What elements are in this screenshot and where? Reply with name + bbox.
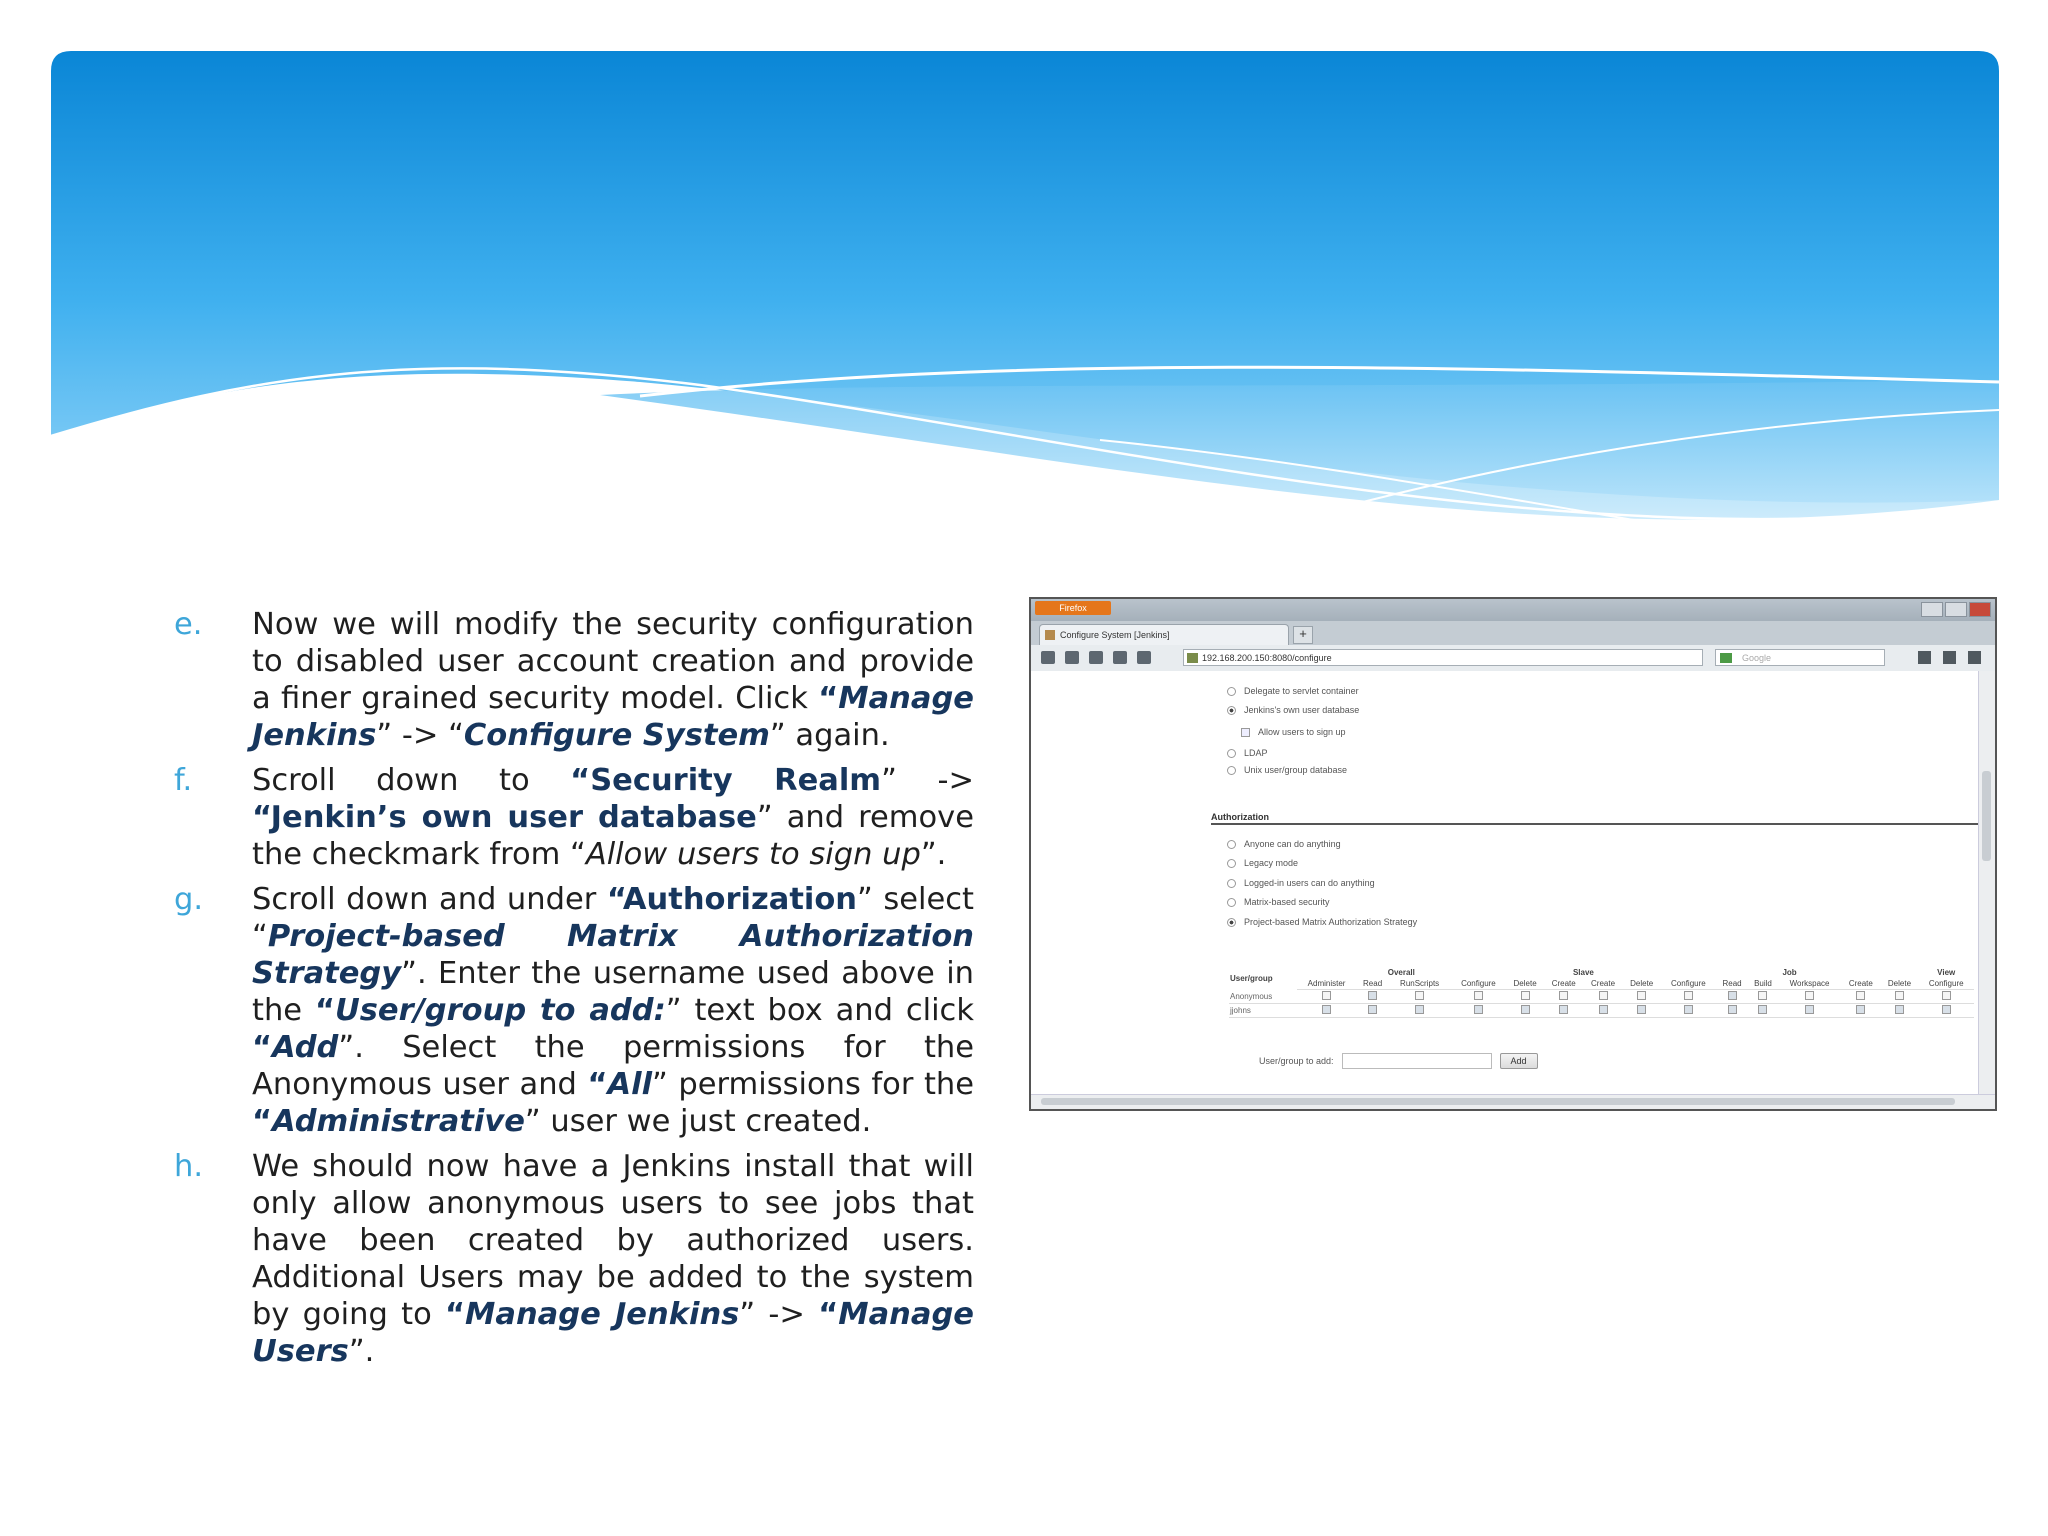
google-search-icon — [1720, 653, 1732, 663]
text-run: ”. — [348, 1334, 375, 1369]
list-item — [174, 881, 974, 1140]
search-box[interactable] — [1715, 649, 1885, 666]
permission-checkbox[interactable] — [1474, 1005, 1483, 1014]
permission-checkbox[interactable] — [1599, 1005, 1608, 1014]
permission-column-header: Create — [1544, 978, 1583, 990]
text-run: Administrative — [272, 1104, 525, 1139]
tab-configure-system[interactable] — [1039, 624, 1289, 645]
jenkins-configure-screenshot — [1029, 597, 1997, 1111]
table-row — [1229, 990, 1974, 1004]
permission-column-header: Workspace — [1778, 978, 1841, 990]
security-option[interactable] — [1227, 705, 1359, 715]
list-item-letter: f. — [174, 763, 193, 798]
permission-group-header: View — [1937, 968, 1956, 977]
security-option[interactable] — [1227, 765, 1347, 775]
text-run: Add — [272, 1030, 339, 1065]
permission-column-header: Read — [1716, 978, 1748, 990]
permission-checkbox[interactable] — [1895, 1005, 1904, 1014]
horizontal-scrollbar[interactable] — [1031, 1094, 1995, 1109]
checkbox-icon[interactable] — [1241, 728, 1250, 737]
list-item-text — [252, 881, 974, 1140]
tools-icon[interactable] — [1137, 651, 1151, 664]
permission-checkbox[interactable] — [1684, 1005, 1693, 1014]
permission-checkbox[interactable] — [1856, 991, 1865, 1000]
permission-matrix — [1229, 967, 1974, 1018]
matrix-user-name: jjohns — [1229, 1004, 1297, 1018]
list-item-text — [252, 762, 974, 873]
permission-column-header: Configure — [1451, 978, 1506, 990]
security-option[interactable] — [1227, 686, 1359, 696]
text-run: Manage Users — [252, 1297, 974, 1369]
permission-column-header: Configure — [1918, 978, 1974, 990]
text-run: ” permissions for the — [652, 1067, 974, 1102]
text-run: ” -> “ — [376, 718, 464, 753]
text-run: “Jenkin’s own user database — [252, 800, 757, 835]
firefox-menu-button[interactable]: Firefox — [1035, 601, 1111, 615]
add-button[interactable]: Add — [1500, 1053, 1538, 1069]
permission-checkbox[interactable] — [1805, 991, 1814, 1000]
maximize-icon[interactable] — [1945, 602, 1967, 617]
window-controls — [1921, 602, 1991, 617]
forward-icon[interactable] — [1065, 651, 1079, 664]
permission-checkbox[interactable] — [1728, 991, 1737, 1000]
permission-column-header: Create — [1841, 978, 1880, 990]
text-run: “ — [444, 1297, 466, 1332]
security-option-label: Allow users to sign up — [1258, 727, 1346, 737]
search-go-icon[interactable] — [1918, 651, 1931, 664]
security-option-label: Jenkins's own user database — [1244, 705, 1360, 715]
permission-checkbox[interactable] — [1415, 991, 1424, 1000]
authorization-option[interactable] — [1227, 839, 1341, 849]
permission-checkbox[interactable] — [1637, 1005, 1646, 1014]
permission-column-header: Configure — [1661, 978, 1716, 990]
authorization-option[interactable] — [1227, 878, 1375, 888]
authorization-option-label: Matrix-based security — [1244, 897, 1330, 907]
text-run: Manage Jenkins — [252, 681, 974, 753]
text-run: Project-based Matrix Authorization Strategy — [252, 919, 974, 991]
permission-checkbox[interactable] — [1599, 991, 1608, 1000]
permission-checkbox[interactable] — [1368, 991, 1377, 1000]
permission-column-header: Delete — [1881, 978, 1919, 990]
new-tab-button[interactable]: + — [1293, 626, 1313, 644]
user-group-to-add-input[interactable] — [1342, 1053, 1492, 1069]
instruction-list — [174, 606, 974, 1378]
text-run: ” -> — [881, 763, 975, 798]
permission-checkbox[interactable] — [1805, 1005, 1814, 1014]
permission-group-header: Slave — [1572, 968, 1594, 977]
site-identity-icon — [1187, 653, 1198, 663]
text-run: ” again. — [769, 718, 890, 753]
text-run: Scroll down to — [252, 763, 571, 798]
jenkins-page — [1031, 671, 1979, 1095]
address-url: 192.168.200.150:8080/configure — [1202, 653, 1332, 663]
text-run: “ — [587, 1067, 608, 1102]
permission-checkbox[interactable] — [1559, 1005, 1568, 1014]
security-option-label: Delegate to servlet container — [1244, 686, 1359, 696]
page-icon[interactable] — [1113, 651, 1127, 664]
permission-checkbox[interactable] — [1521, 991, 1530, 1000]
list-item — [174, 606, 974, 754]
browser-navbar — [1031, 645, 1995, 672]
text-run: ” select “ — [252, 882, 975, 954]
text-run: “ — [818, 1297, 839, 1332]
text-run: Scroll down and under — [252, 882, 607, 917]
text-run: Now we will modify the security configuration to disabled user account creation and provide a finer grained security model. Click — [252, 607, 974, 716]
permission-checkbox[interactable] — [1895, 991, 1904, 1000]
permission-column-header: Delete — [1506, 978, 1544, 990]
security-option-label: LDAP — [1244, 748, 1268, 758]
permission-checkbox[interactable] — [1758, 991, 1767, 1000]
permission-checkbox[interactable] — [1758, 1005, 1767, 1014]
radio-icon[interactable] — [1227, 859, 1236, 868]
permission-checkbox[interactable] — [1368, 1005, 1377, 1014]
user-group-to-add-label: User/group to add: — [1259, 1056, 1334, 1066]
permission-column-header: Read — [1357, 978, 1389, 990]
permission-group-header: Job — [1782, 968, 1797, 977]
permission-checkbox[interactable] — [1415, 1005, 1424, 1014]
add-user-row — [1259, 1053, 1538, 1069]
table-row — [1229, 1004, 1974, 1018]
authorization-option-label: Logged-in users can do anything — [1244, 878, 1375, 888]
permission-column-header: Delete — [1623, 978, 1661, 990]
permission-column-header: Administer — [1297, 978, 1357, 990]
vertical-scrollbar[interactable] — [1978, 671, 1995, 1095]
permission-checkbox[interactable] — [1322, 1005, 1331, 1014]
authorization-option[interactable] — [1227, 897, 1330, 907]
radio-icon[interactable] — [1227, 898, 1236, 907]
text-run: ” -> — [739, 1297, 819, 1332]
text-run: ” text box and click — [665, 993, 974, 1028]
radio-icon[interactable] — [1227, 749, 1236, 758]
list-item-letter: h. — [174, 1149, 204, 1184]
print-icon[interactable] — [1089, 651, 1103, 664]
address-bar[interactable] — [1183, 649, 1703, 666]
browser-titlebar — [1031, 599, 1995, 621]
authorization-option[interactable] — [1227, 858, 1298, 868]
authorization-heading: Authorization — [1211, 812, 1991, 825]
authorization-option-label: Legacy mode — [1244, 858, 1299, 868]
text-run: “ — [252, 1104, 273, 1139]
search-placeholder: Google — [1742, 653, 1772, 663]
permission-checkbox[interactable] — [1684, 991, 1693, 1000]
text-run: Allow users to sign up — [585, 837, 921, 872]
authorization-option-label: Project-based Matrix Authorization Strategy — [1244, 917, 1418, 927]
home-icon[interactable] — [1943, 651, 1956, 664]
text-run: ” user we just created. — [524, 1104, 872, 1139]
radio-icon[interactable] — [1227, 766, 1236, 775]
text-run: All — [607, 1067, 653, 1102]
text-run: ”. Enter the username used above in the — [252, 956, 974, 1028]
bookmarks-icon[interactable] — [1968, 651, 1981, 664]
radio-icon[interactable] — [1227, 687, 1236, 696]
list-item-letter: g. — [174, 882, 204, 917]
text-run: “ — [252, 1030, 273, 1065]
authorization-option-label: Anyone can do anything — [1244, 839, 1341, 849]
radio-icon[interactable] — [1227, 879, 1236, 888]
text-run: ”. Select the permissions for the Anonymous user and — [252, 1030, 974, 1102]
text-run: Configure System — [463, 718, 770, 753]
permission-checkbox[interactable] — [1521, 1005, 1530, 1014]
security-option[interactable] — [1241, 727, 1346, 737]
permission-column-header: Create — [1583, 978, 1622, 990]
back-icon[interactable] — [1041, 651, 1055, 664]
text-run: ”. — [920, 837, 947, 872]
permission-column-header: Build — [1748, 978, 1778, 990]
browser-tabbar — [1031, 621, 1995, 645]
list-item-text — [252, 1148, 974, 1370]
tab-title: Configure System [Jenkins] — [1060, 630, 1170, 640]
header-wave-banner — [0, 0, 2048, 600]
text-run: User/group to add: — [335, 993, 666, 1028]
text-run: Manage Jenkins — [465, 1297, 740, 1332]
close-icon[interactable] — [1969, 602, 1991, 617]
list-item-text — [252, 606, 974, 754]
permission-checkbox[interactable] — [1728, 1005, 1737, 1014]
user-group-header: User/group — [1230, 973, 1273, 983]
text-run: “ — [818, 681, 839, 716]
security-option-label: Unix user/group database — [1244, 765, 1348, 775]
permission-column-header: RunScripts — [1389, 978, 1451, 990]
permission-group-header: Overall — [1387, 968, 1415, 977]
radio-icon[interactable] — [1227, 706, 1236, 715]
text-run: “Security Realm — [570, 763, 882, 798]
text-run: “ — [314, 993, 335, 1028]
text-run: ” and remove the checkmark from “ — [252, 800, 974, 872]
permission-checkbox[interactable] — [1637, 991, 1646, 1000]
list-item-letter: e. — [174, 607, 203, 642]
permission-checkbox[interactable] — [1322, 991, 1331, 1000]
permission-checkbox[interactable] — [1559, 991, 1568, 1000]
permission-checkbox[interactable] — [1942, 991, 1951, 1000]
text-run: We should now have a Jenkins install that will only allow anonymous users to see jobs that have been created by authorized users. Additional Users may be added to the system by going to — [252, 1149, 974, 1332]
authorization-option[interactable] — [1227, 917, 1417, 927]
matrix-user-name: Anonymous — [1229, 990, 1297, 1004]
text-run: “Authorization — [606, 882, 858, 917]
permission-checkbox[interactable] — [1474, 991, 1483, 1000]
permission-checkbox[interactable] — [1942, 1005, 1951, 1014]
list-item — [174, 762, 974, 873]
list-item — [174, 1148, 974, 1370]
security-option[interactable] — [1227, 748, 1268, 758]
radio-icon[interactable] — [1227, 840, 1236, 849]
minimize-icon[interactable] — [1921, 602, 1943, 617]
radio-icon[interactable] — [1227, 918, 1236, 927]
jenkins-favicon-icon — [1045, 630, 1055, 640]
permission-checkbox[interactable] — [1856, 1005, 1865, 1014]
